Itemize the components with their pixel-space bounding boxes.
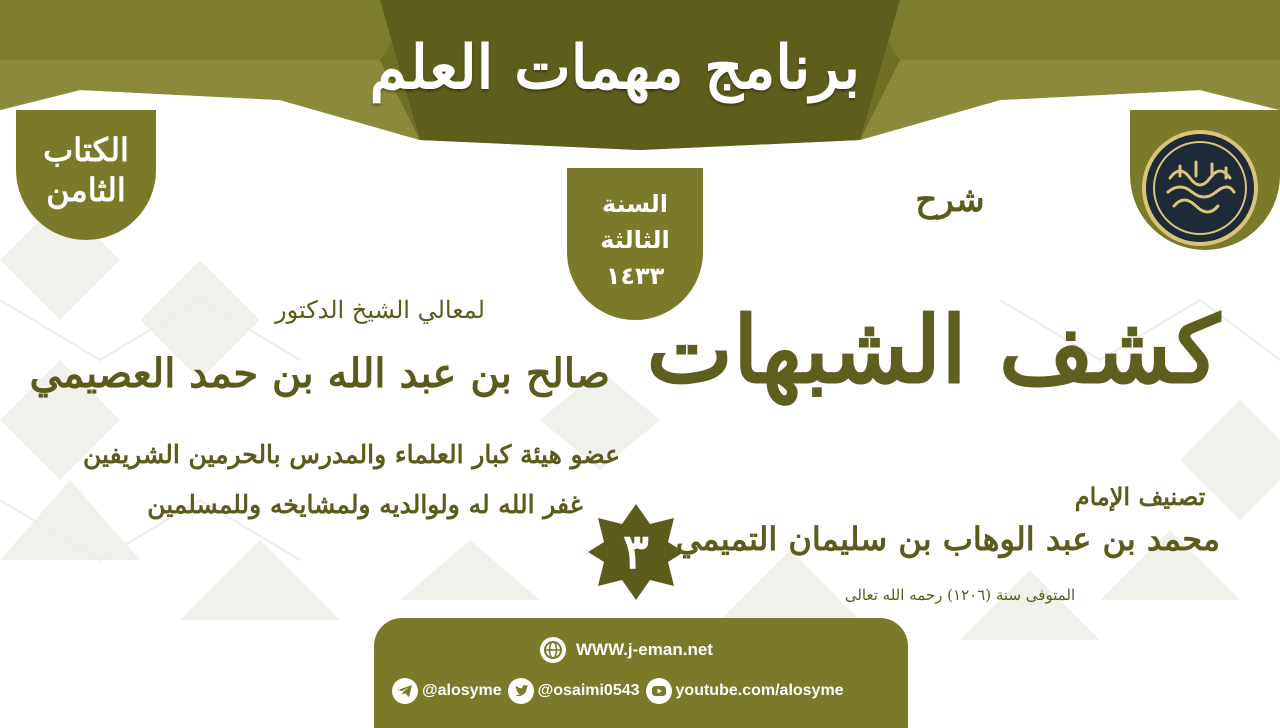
twitter-icon [508,678,534,704]
sharh-label: شرح [915,180,985,220]
book-title: كشف الشبهات [646,296,1220,404]
year-label-line3: ١٤٣٣ [605,262,665,290]
youtube-url: youtube.com/alosyme [675,682,844,699]
website-row[interactable] [540,634,713,666]
book-label-line2: الثامن [46,171,126,209]
telegram-icon [392,678,418,704]
year-label-line2: الثالثة [600,226,670,254]
website-link[interactable]: WWW.j-eman.net [576,640,713,659]
lecturer-honorific: لمعالي الشيخ الدكتور [274,296,485,324]
globe-icon [540,637,566,663]
seal-emblem [1140,128,1260,248]
book-number-label [16,130,156,210]
youtube-link[interactable] [646,678,844,704]
telegram-handle: @alosyme [422,682,502,699]
social-row [392,676,850,706]
youtube-icon [646,678,672,704]
lesson-number: ٣ [623,524,649,580]
book-label-line1: الكتاب [43,131,129,169]
program-title: برنامج مهمات العلم [369,33,860,103]
author-death-note: المتوفى سنة (١٢٠٦) رحمه الله تعالى [844,586,1076,604]
lecturer-description-1: عضو هيئة كبار العلماء والمدرس بالحرمين الشريفين [83,440,620,469]
year-label-line1: السنة [601,190,668,218]
telegram-link[interactable] [392,678,502,704]
compiled-by-label: تصنيف الإمام [1074,482,1206,511]
lecturer-name: صالح بن عبد الله بن حمد العصيمي [29,350,610,397]
twitter-handle: @osaimi0543 [537,682,640,699]
author-name: محمد بن عبد الوهاب بن سليمان التميمي [675,520,1220,558]
lecturer-description-2: غفر الله له ولوالديه ولمشايخه وللمسلمين [147,490,583,519]
twitter-link[interactable] [508,678,640,704]
